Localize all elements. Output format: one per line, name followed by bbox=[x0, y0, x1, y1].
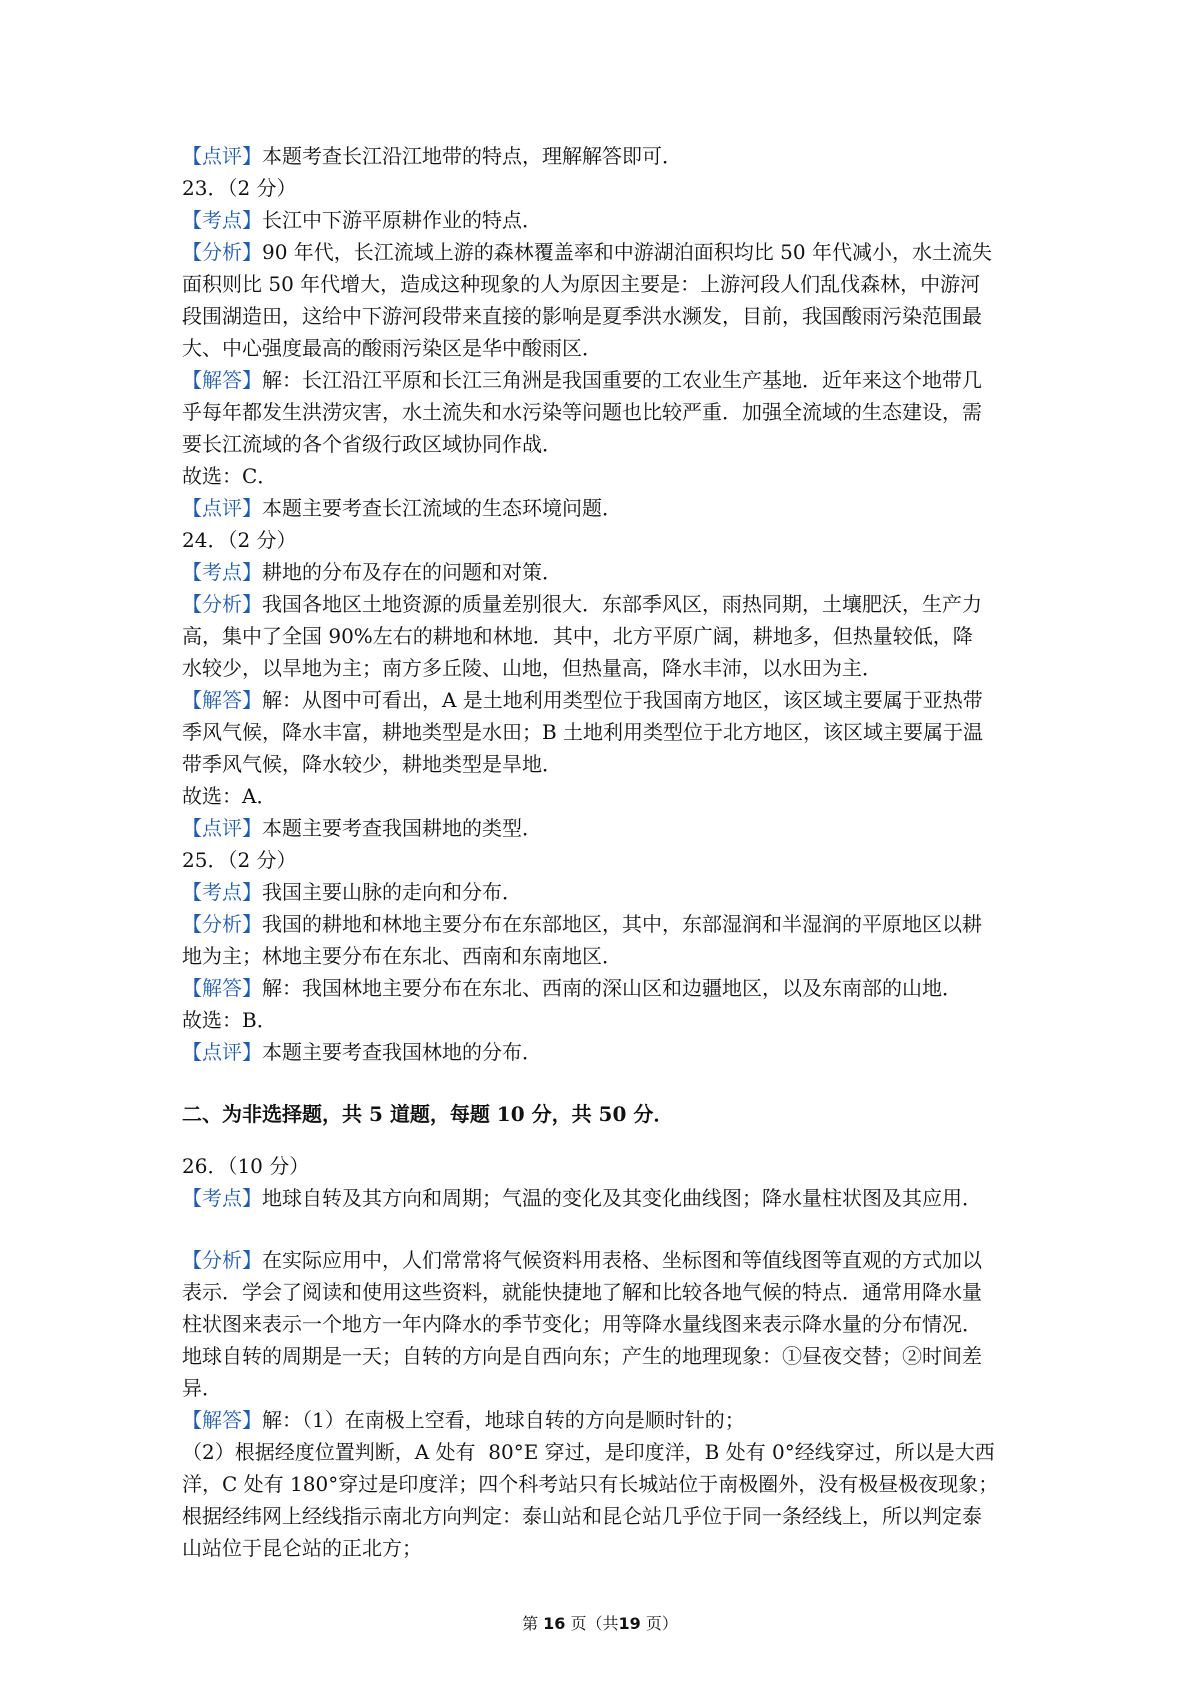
review-tag: 【点评】 bbox=[182, 1040, 262, 1064]
analysis-line: 地为主；林地主要分布在东北、西南和东南地区． bbox=[182, 944, 622, 968]
point-tag: 【考点】 bbox=[182, 1186, 262, 1210]
q22-review-line: 【点评】本题考查长江沿江地带的特点，理解解答即可． bbox=[182, 144, 682, 168]
answer-line: 【解答】解：长江沿江平原和长江三角洲是我国重要的工农业生产基地．近年来这个地带几 bbox=[182, 368, 982, 392]
total-pages: 19 bbox=[618, 1614, 641, 1633]
choice-line: 故选：A． bbox=[182, 784, 277, 808]
answer-line: 季风气候，降水丰富，耕地类型是水田；B 土地利用类型位于北方地区，该区域主要属于温 bbox=[182, 720, 984, 744]
analysis-line: 表示．学会了阅读和使用这些资料，就能快捷地了解和比较各地气候的特点．通常用降水量 bbox=[182, 1280, 982, 1304]
section-heading: 二、为非选择题，共 5 道题，每题 10 分，共 50 分． bbox=[182, 1102, 674, 1126]
answer-line: （2）根据经度位置判断，A 处有 80°E 穿过，是印度洋，B 处有 0°经线穿过，所以是大西 bbox=[182, 1440, 995, 1464]
answer-line: 【解答】解：我国林地主要分布在东北、西南的深山区和边疆地区，以及东南部的山地． bbox=[182, 976, 962, 1000]
analysis-line: 【分析】我国各地区土地资源的质量差别很大．东部季风区，雨热同期，土壤肥沃，生产力 bbox=[182, 592, 982, 616]
answer-tag: 【解答】 bbox=[182, 976, 262, 1000]
point-tag: 【考点】 bbox=[182, 208, 262, 232]
question-header: 26．（10 分） bbox=[182, 1154, 310, 1178]
point-line: 【考点】长江中下游平原耕作业的特点． bbox=[182, 208, 542, 232]
answer-tag: 【解答】 bbox=[182, 368, 262, 392]
page-number: 16 bbox=[543, 1614, 566, 1633]
answer-line: 要长江流域的各个省级行政区域协同作战． bbox=[182, 432, 562, 456]
question-26 bbox=[182, 1150, 1032, 1564]
question-header: 24．（2 分） bbox=[182, 528, 297, 552]
answer-line: 带季风气候，降水较少，耕地类型是旱地． bbox=[182, 752, 562, 776]
point-line: 【考点】耕地的分布及存在的问题和对策． bbox=[182, 560, 562, 584]
answer-tag: 【解答】 bbox=[182, 1408, 262, 1432]
page-footer: 第 16 页（共19 页） bbox=[522, 1614, 678, 1633]
analysis-line: 地球自转的周期是一天；自转的方向是自西向东；产生的地理现象：①昼夜交替；②时间差 bbox=[182, 1344, 982, 1368]
review-tag: 【点评】 bbox=[182, 816, 262, 840]
analysis-line: 段围湖造田，这给中下游河段带来直接的影响是夏季洪水濒发，目前，我国酸雨污染范围最 bbox=[182, 304, 982, 328]
analysis-line: 异． bbox=[182, 1376, 222, 1400]
point-line: 【考点】地球自转及其方向和周期；气温的变化及其变化曲线图；降水量柱状图及其应用． bbox=[182, 1186, 982, 1210]
answer-line: 根据经纬网上经线指示南北方向判定：泰山站和昆仑站几乎位于同一条经线上，所以判定泰 bbox=[182, 1504, 982, 1528]
choice-line: 故选：C． bbox=[182, 464, 278, 488]
analysis-line: 大、中心强度最高的酸雨污染区是华中酸雨区． bbox=[182, 336, 602, 360]
answer-line: 乎每年都发生洪涝灾害，水土流失和水污染等问题也比较严重．加强全流域的生态建设，需 bbox=[182, 400, 982, 424]
answer-line: 【解答】解：（1）在南极上空看，地球自转的方向是顺时针的； bbox=[182, 1408, 745, 1432]
analysis-line: 【分析】在实际应用中，人们常常将气候资料用表格、坐标图和等值线图等直观的方式加以 bbox=[182, 1248, 982, 1272]
review-line: 【点评】本题主要考查我国耕地的类型． bbox=[182, 816, 542, 840]
question-25 bbox=[182, 844, 1032, 1068]
review-line: 【点评】本题主要考查长江流域的生态环境问题． bbox=[182, 496, 622, 520]
review-tag: 【点评】 bbox=[182, 144, 262, 168]
analysis-line: 水较少，以旱地为主；南方多丘陵、山地，但热量高，降水丰沛，以水田为主． bbox=[182, 656, 882, 680]
analysis-line: 高，集中了全国 90%左右的耕地和林地．其中，北方平原广阔，耕地多，但热量较低，降 bbox=[182, 624, 973, 648]
blank-gap bbox=[182, 1214, 1032, 1244]
point-tag: 【考点】 bbox=[182, 560, 262, 584]
answer-line: 【解答】解：从图中可看出，A 是土地利用类型位于我国南方地区，该区域主要属于亚热带 bbox=[182, 688, 983, 712]
analysis-tag: 【分析】 bbox=[182, 912, 262, 936]
analysis-tag: 【分析】 bbox=[182, 1248, 262, 1272]
review-line: 【点评】本题主要考查我国林地的分布． bbox=[182, 1040, 542, 1064]
question-header: 25．（2 分） bbox=[182, 848, 297, 872]
question-header: 23．（2 分） bbox=[182, 176, 297, 200]
question-23 bbox=[182, 172, 1032, 524]
analysis-line: 【分析】90 年代，长江流域上游的森林覆盖率和中游湖泊面积均比 50 年代减小，水土流失 bbox=[182, 240, 992, 264]
analysis-line: 面积则比 50 年代增大，造成这种现象的人为原因主要是：上游河段人们乱伐森林，中游河 bbox=[182, 272, 981, 296]
analysis-tag: 【分析】 bbox=[182, 240, 262, 264]
review-tag: 【点评】 bbox=[182, 496, 262, 520]
document-body bbox=[182, 140, 1032, 1564]
point-line: 【考点】我国主要山脉的走向和分布． bbox=[182, 880, 522, 904]
choice-line: 故选：B． bbox=[182, 1008, 277, 1032]
analysis-tag: 【分析】 bbox=[182, 592, 262, 616]
analysis-line: 【分析】我国的耕地和林地主要分布在东部地区，其中，东部湿润和半湿润的平原地区以耕 bbox=[182, 912, 982, 936]
analysis-line: 柱状图来表示一个地方一年内降水的季节变化；用等降水量线图来表示降水量的分布情况． bbox=[182, 1312, 982, 1336]
answer-line: 山站位于昆仑站的正北方； bbox=[182, 1536, 422, 1560]
answer-tag: 【解答】 bbox=[182, 688, 262, 712]
question-24 bbox=[182, 524, 1032, 844]
point-tag: 【考点】 bbox=[182, 880, 262, 904]
answer-line: 洋，C 处有 180°穿过是印度洋；四个科考站只有长城站位于南极圈外，没有极昼极夜现象； bbox=[182, 1472, 999, 1496]
